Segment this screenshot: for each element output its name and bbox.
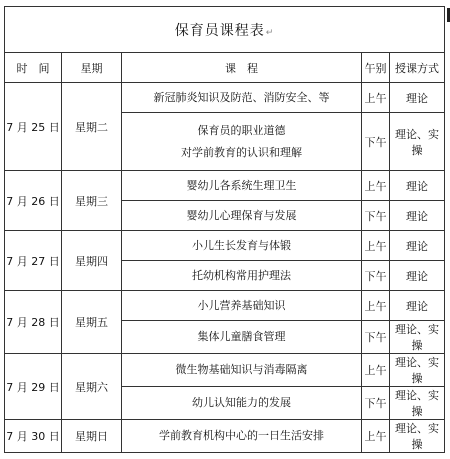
method-cell: 理论 bbox=[390, 171, 445, 201]
period-cell: 上午 bbox=[362, 231, 390, 261]
course-text: 对学前教育的认识和理解 bbox=[181, 145, 302, 159]
date-cell: 7 月 30 日 bbox=[5, 420, 62, 453]
period-cell: 上午 bbox=[362, 420, 390, 453]
course-cell bbox=[122, 387, 362, 420]
schedule-table bbox=[4, 6, 445, 453]
date-cell: 7 月 28 日 bbox=[5, 291, 62, 354]
period-cell: 下午 bbox=[362, 201, 390, 231]
course-cell bbox=[122, 420, 362, 453]
schedule-row bbox=[5, 291, 445, 321]
schedule-row bbox=[5, 83, 445, 113]
table-title-cell bbox=[5, 7, 445, 53]
date-cell: 7 月 25 日 bbox=[5, 83, 62, 171]
course-text: 小儿生长发育与体锻 bbox=[192, 238, 291, 252]
date-cell: 7 月 26 日 bbox=[5, 171, 62, 231]
date-cell: 7 月 29 日 bbox=[5, 354, 62, 420]
header-method: 授课方式 bbox=[390, 53, 445, 83]
header-course: 课 程 bbox=[122, 53, 362, 83]
method-cell: 理论 bbox=[390, 291, 445, 321]
course-cell bbox=[122, 231, 362, 261]
course-text: 幼儿认知能力的发展 bbox=[192, 396, 291, 409]
course-cell bbox=[122, 83, 362, 113]
header-period: 午别 bbox=[362, 53, 390, 83]
schedule-row bbox=[5, 171, 445, 201]
weekday-cell: 星期六 bbox=[62, 354, 122, 420]
method-cell: 理论 bbox=[390, 231, 445, 261]
paragraph-mark-icon: ↵ bbox=[265, 27, 275, 38]
weekday-cell: 星期四 bbox=[62, 231, 122, 291]
method-cell: 理论、实操 bbox=[390, 113, 445, 171]
header-time: 时 间 bbox=[5, 53, 62, 83]
course-text: 微生物基础知识与消毒隔离 bbox=[175, 363, 308, 376]
method-cell: 理论 bbox=[390, 83, 445, 113]
method-cell: 理论 bbox=[390, 201, 445, 231]
course-cell bbox=[122, 201, 362, 231]
course-cell bbox=[122, 291, 362, 321]
method-cell: 理论、实操 bbox=[390, 354, 445, 387]
period-cell: 下午 bbox=[362, 261, 390, 291]
date-cell: 7 月 27 日 bbox=[5, 231, 62, 291]
course-text: 集体儿童膳食管理 bbox=[197, 330, 286, 343]
weekday-cell: 星期日 bbox=[62, 420, 122, 453]
method-cell: 理论、实操 bbox=[390, 420, 445, 453]
weekday-cell: 星期三 bbox=[62, 171, 122, 231]
schedule-document bbox=[4, 6, 444, 452]
course-cell bbox=[122, 321, 362, 354]
period-cell: 下午 bbox=[362, 321, 390, 354]
course-text: 小儿营养基础知识 bbox=[197, 298, 286, 312]
period-cell: 下午 bbox=[362, 113, 390, 171]
course-text: 学前教育机构中心的一日生活安排 bbox=[159, 429, 324, 442]
course-text: 保育员的职业道德 bbox=[197, 123, 286, 137]
course-cell bbox=[122, 171, 362, 201]
title-row bbox=[5, 7, 445, 53]
period-cell: 上午 bbox=[362, 354, 390, 387]
weekday-cell: 星期五 bbox=[62, 291, 122, 354]
period-cell: 上午 bbox=[362, 291, 390, 321]
weekday-cell: 星期二 bbox=[62, 83, 122, 171]
course-text: 新冠肺炎知识及防范、消防安全、等 bbox=[153, 90, 330, 104]
method-cell: 理论 bbox=[390, 261, 445, 291]
course-text: 托幼机构常用护理法 bbox=[192, 268, 291, 282]
method-cell: 理论、实操 bbox=[390, 387, 445, 420]
method-cell: 理论、实操 bbox=[390, 321, 445, 354]
period-cell: 上午 bbox=[362, 83, 390, 113]
header-row bbox=[5, 53, 445, 83]
schedule-row bbox=[5, 354, 445, 387]
period-cell: 上午 bbox=[362, 171, 390, 201]
course-text: 婴幼儿心理保育与发展 bbox=[186, 208, 297, 222]
course-cell bbox=[122, 261, 362, 291]
course-cell bbox=[122, 354, 362, 387]
table-title: 保育员课程表 bbox=[174, 22, 265, 39]
course-cell bbox=[122, 113, 362, 171]
period-cell: 下午 bbox=[362, 387, 390, 420]
course-text: 婴幼儿各系统生理卫生 bbox=[186, 178, 297, 192]
schedule-row bbox=[5, 231, 445, 261]
header-weekday: 星期 bbox=[62, 53, 122, 83]
schedule-row bbox=[5, 420, 445, 453]
